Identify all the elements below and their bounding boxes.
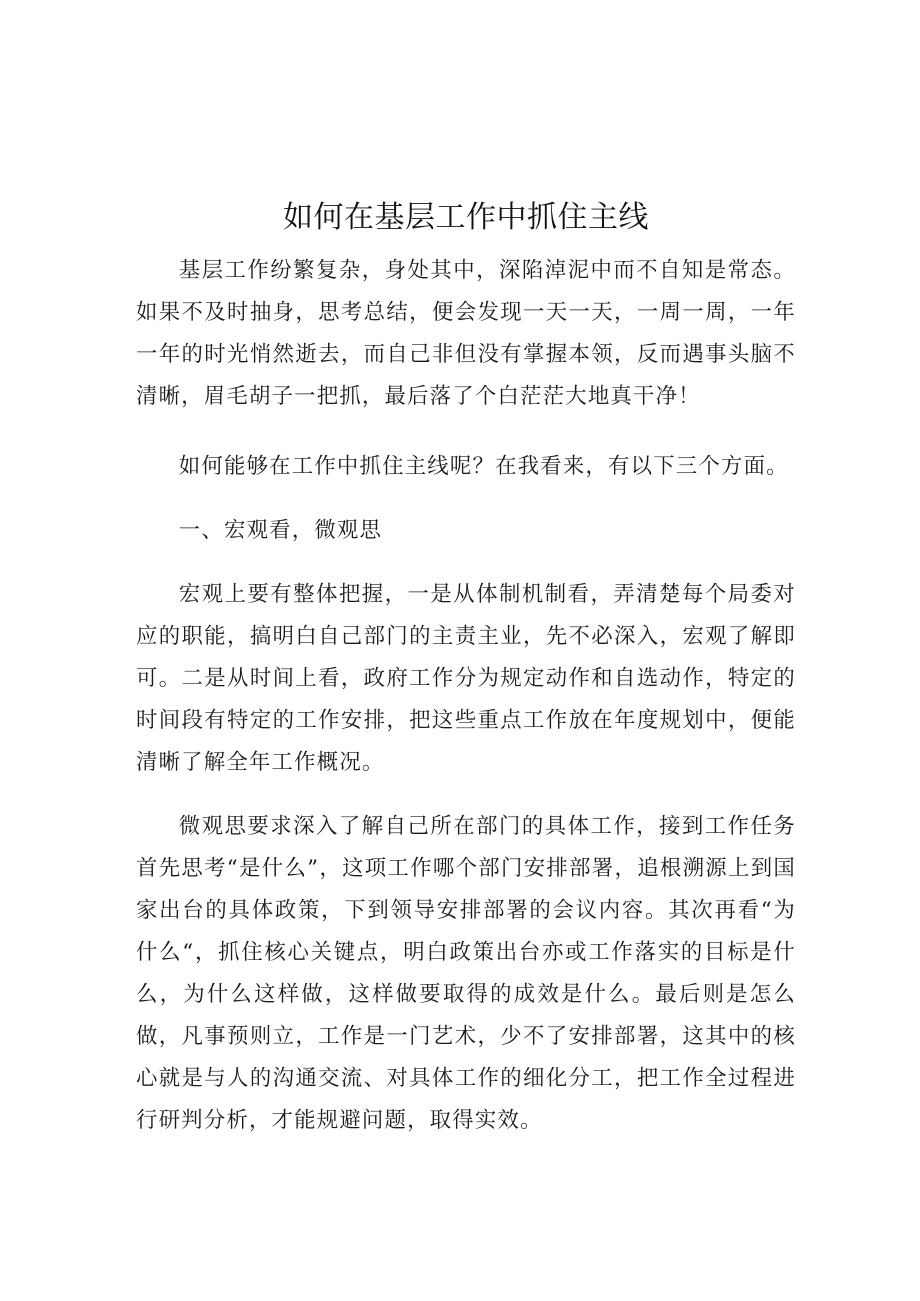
paragraph-macro: 宏观上要有整体把握，一是从体制机制看，弄清楚每个局委对应的职能，搞明白自己部门的主责主业，先不必深入，宏观了解即可。二是从时间上看，政府工作分为规定动作和自选动作，特定的时间段有特定的工作安排，把这些重点工作放在年度规划中，便能清晰了解全年工作概况。 — [136, 582, 796, 775]
paragraph-intro: 基层工作纷繁复杂，身处其中，深陷淖泥中而不自知是常态。如果不及时抽身，思考总结，便会发现一天一天，一周一周，一年一年的时光悄然逝去，而自己非但没有掌握本领，反而遇事头脑不清晰，眉毛胡子一把抓，最后落了个白茫茫大地真干净！ — [136, 258, 796, 409]
document-title: 如何在基层工作中抓住主线 — [283, 200, 649, 235]
paragraph-micro: 微观思要求深入了解自己所在部门的具体工作，接到工作任务首先思考“是什么”，这项工作哪个部门安排部署，追根溯源上到国家出台的具体政策，下到领导安排部署的会议内容。其次再看“为什么“，抓住核心关键点，明白政策出台亦或工作落实的目标是什么，为什么这样做，这样做要取得的成效是什么。最后则是怎么做，凡事预则立，工作是一门艺术，少不了安排部署，这其中的核心就是与人的沟通交流、对具体工作的细化分工，把工作全过程进行研判分析，才能规避问题，取得实效。 — [136, 814, 796, 1133]
paragraph-question: 如何能够在工作中抓住主线呢？在我看来，有以下三个方面。 — [178, 454, 789, 479]
section-heading-1: 一、宏观看，微观思 — [178, 518, 383, 543]
document-body — [136, 196, 796, 1142]
